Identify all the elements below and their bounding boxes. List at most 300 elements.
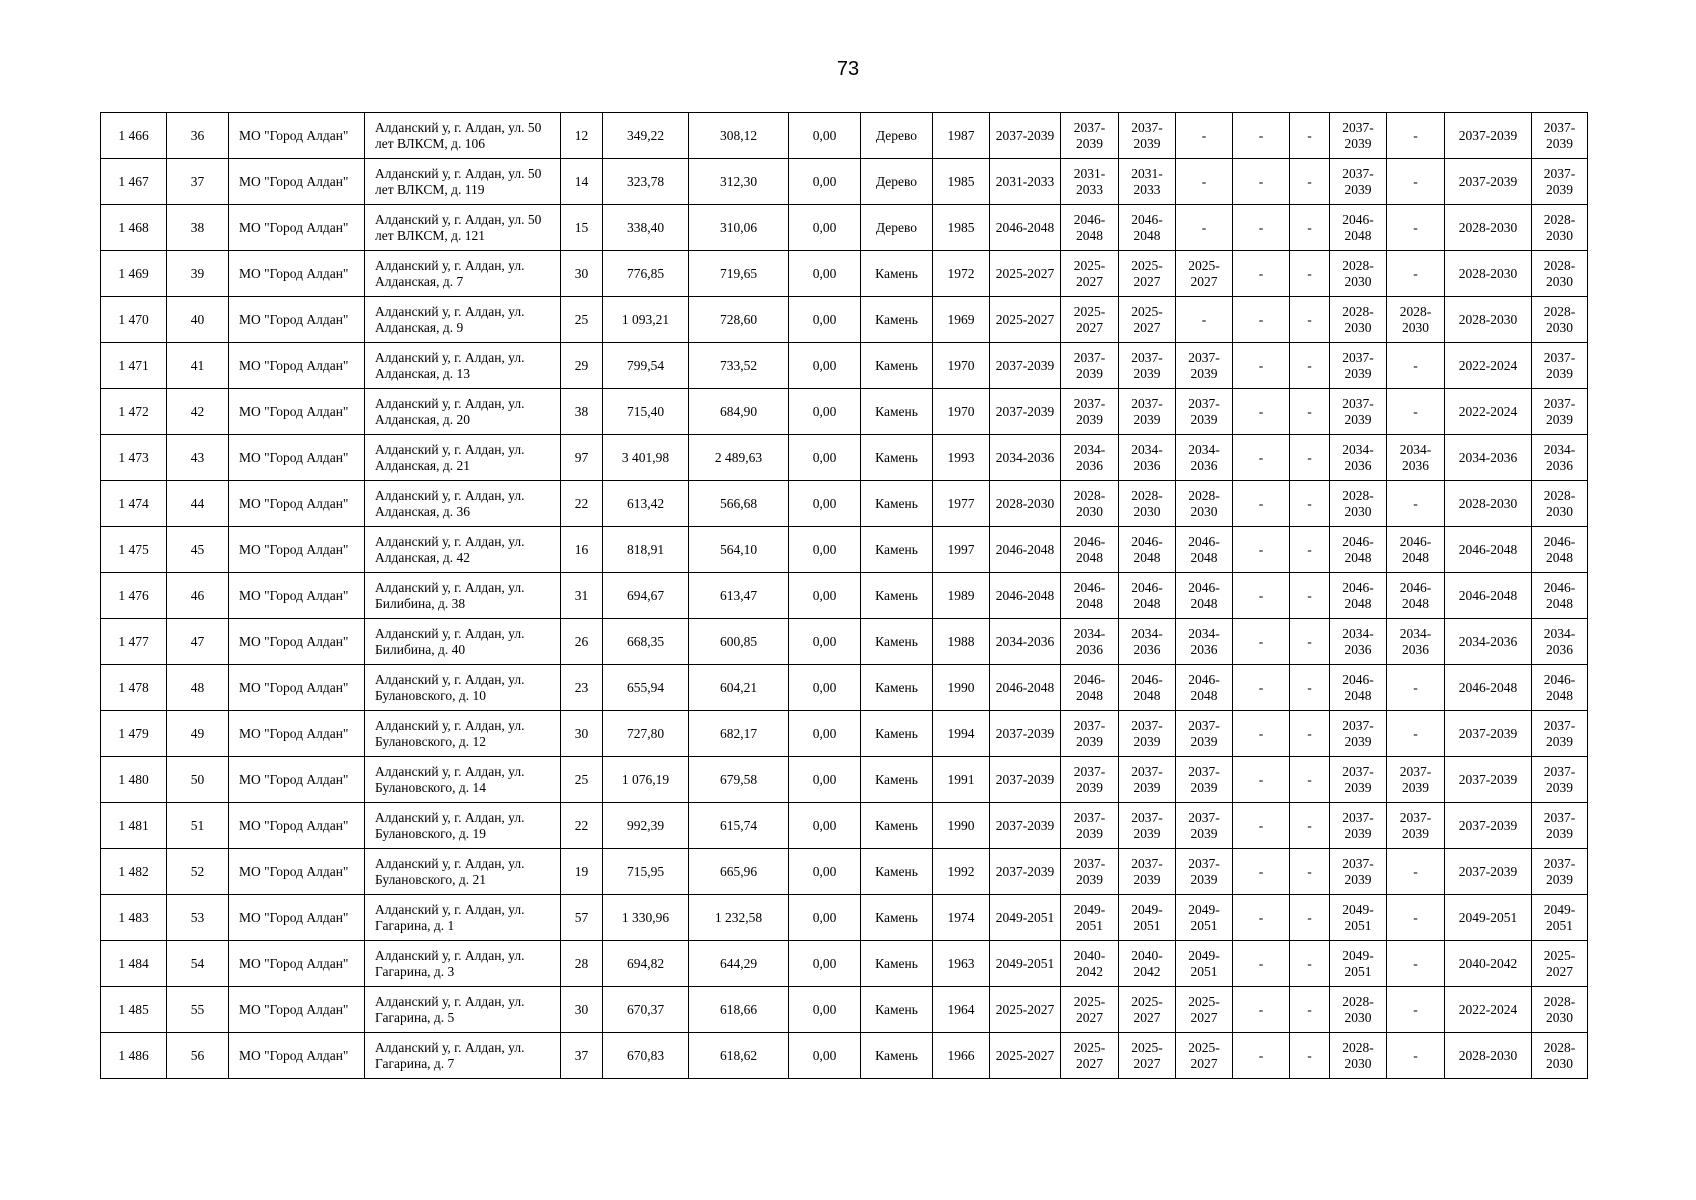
- period-cell: -: [1233, 895, 1290, 941]
- municipality-cell: МО "Город Алдан": [229, 757, 365, 803]
- municipality-cell: МО "Город Алдан": [229, 343, 365, 389]
- address-cell: Алданский у, г. Алдан, ул. 50 лет ВЛКСМ, д. 106: [365, 113, 561, 159]
- period-cell: 2049-2051: [1119, 895, 1176, 941]
- period-cell: 2037-2039: [1330, 159, 1387, 205]
- register-number-cell: 1 475: [101, 527, 167, 573]
- period-cell: 2034-2036: [1061, 435, 1119, 481]
- period-cell: -: [1290, 159, 1330, 205]
- apartments-cell: 19: [561, 849, 603, 895]
- period-cell: 2049-2051: [990, 895, 1061, 941]
- nonresidential-area-cell: 0,00: [789, 527, 861, 573]
- period-cell: 2037-2039: [990, 389, 1061, 435]
- period-cell: 2037-2039: [1330, 803, 1387, 849]
- wall-material-cell: Камень: [861, 527, 933, 573]
- nonresidential-area-cell: 0,00: [789, 711, 861, 757]
- municipality-cell: МО "Город Алдан": [229, 205, 365, 251]
- period-cell: -: [1233, 297, 1290, 343]
- period-cell: 2049-2051: [1532, 895, 1588, 941]
- period-cell: 2028-2030: [1330, 251, 1387, 297]
- period-cell: -: [1387, 941, 1445, 987]
- period-cell: -: [1233, 619, 1290, 665]
- wall-material-cell: Камень: [861, 389, 933, 435]
- period-cell: -: [1387, 251, 1445, 297]
- wall-material-cell: Камень: [861, 573, 933, 619]
- period-cell: 2046-2048: [1445, 665, 1532, 711]
- residential-area-cell: 312,30: [689, 159, 789, 205]
- period-cell: -: [1290, 297, 1330, 343]
- period-cell: 2037-2039: [1532, 849, 1588, 895]
- residential-area-cell: 618,62: [689, 1033, 789, 1079]
- period-cell: 2037-2039: [1445, 803, 1532, 849]
- address-cell: Алданский у, г. Алдан, ул. Билибина, д. 38: [365, 573, 561, 619]
- period-cell: 2037-2039: [1532, 711, 1588, 757]
- table-row: [101, 527, 1588, 573]
- nonresidential-area-cell: 0,00: [789, 757, 861, 803]
- build-year-cell: 1992: [933, 849, 990, 895]
- table-row: [101, 711, 1588, 757]
- residential-area-cell: 1 232,58: [689, 895, 789, 941]
- period-cell: 2028-2030: [1445, 205, 1532, 251]
- period-cell: 2037-2039: [1176, 711, 1233, 757]
- period-cell: -: [1233, 711, 1290, 757]
- residential-area-cell: 566,68: [689, 481, 789, 527]
- row-number-cell: 53: [167, 895, 229, 941]
- register-number-cell: 1 474: [101, 481, 167, 527]
- build-year-cell: 1966: [933, 1033, 990, 1079]
- period-cell: 2040-2042: [1061, 941, 1119, 987]
- build-year-cell: 1997: [933, 527, 990, 573]
- period-cell: -: [1290, 803, 1330, 849]
- residential-area-cell: 308,12: [689, 113, 789, 159]
- period-cell: 2034-2036: [1119, 619, 1176, 665]
- period-cell: -: [1387, 987, 1445, 1033]
- period-cell: -: [1233, 251, 1290, 297]
- period-cell: 2028-2030: [1532, 987, 1588, 1033]
- residential-area-cell: 684,90: [689, 389, 789, 435]
- period-cell: 2037-2039: [1061, 343, 1119, 389]
- row-number-cell: 55: [167, 987, 229, 1033]
- address-cell: Алданский у, г. Алдан, ул. Гагарина, д. 7: [365, 1033, 561, 1079]
- period-cell: -: [1176, 159, 1233, 205]
- register-number-cell: 1 484: [101, 941, 167, 987]
- row-number-cell: 36: [167, 113, 229, 159]
- period-cell: 2037-2039: [1119, 343, 1176, 389]
- residential-area-cell: 310,06: [689, 205, 789, 251]
- period-cell: 2025-2027: [1119, 987, 1176, 1033]
- register-number-cell: 1 477: [101, 619, 167, 665]
- period-cell: 2025-2027: [990, 987, 1061, 1033]
- period-cell: 2040-2042: [1119, 941, 1176, 987]
- period-cell: 2028-2030: [1330, 481, 1387, 527]
- nonresidential-area-cell: 0,00: [789, 665, 861, 711]
- period-cell: 2037-2039: [1330, 113, 1387, 159]
- register-number-cell: 1 470: [101, 297, 167, 343]
- wall-material-cell: Камень: [861, 1033, 933, 1079]
- register-number-cell: 1 482: [101, 849, 167, 895]
- total-area-cell: 799,54: [603, 343, 689, 389]
- period-cell: 2028-2030: [1445, 297, 1532, 343]
- period-cell: -: [1233, 481, 1290, 527]
- municipality-cell: МО "Город Алдан": [229, 389, 365, 435]
- wall-material-cell: Камень: [861, 297, 933, 343]
- wall-material-cell: Камень: [861, 619, 933, 665]
- nonresidential-area-cell: 0,00: [789, 849, 861, 895]
- period-cell: 2037-2039: [990, 849, 1061, 895]
- period-cell: -: [1290, 481, 1330, 527]
- period-cell: -: [1233, 665, 1290, 711]
- period-cell: -: [1387, 665, 1445, 711]
- municipality-cell: МО "Город Алдан": [229, 1033, 365, 1079]
- build-year-cell: 1969: [933, 297, 990, 343]
- period-cell: 2025-2027: [1061, 1033, 1119, 1079]
- period-cell: 2037-2039: [1176, 343, 1233, 389]
- municipality-cell: МО "Город Алдан": [229, 113, 365, 159]
- period-cell: 2037-2039: [1330, 757, 1387, 803]
- nonresidential-area-cell: 0,00: [789, 205, 861, 251]
- apartments-cell: 30: [561, 251, 603, 297]
- period-cell: -: [1233, 1033, 1290, 1079]
- period-cell: 2025-2027: [1061, 297, 1119, 343]
- wall-material-cell: Камень: [861, 757, 933, 803]
- row-number-cell: 45: [167, 527, 229, 573]
- period-cell: -: [1290, 987, 1330, 1033]
- build-year-cell: 1963: [933, 941, 990, 987]
- period-cell: 2034-2036: [1445, 435, 1532, 481]
- period-cell: -: [1233, 527, 1290, 573]
- row-number-cell: 40: [167, 297, 229, 343]
- register-number-cell: 1 472: [101, 389, 167, 435]
- period-cell: 2028-2030: [1532, 1033, 1588, 1079]
- municipality-cell: МО "Город Алдан": [229, 941, 365, 987]
- wall-material-cell: Камень: [861, 251, 933, 297]
- nonresidential-area-cell: 0,00: [789, 251, 861, 297]
- address-cell: Алданский у, г. Алдан, ул. Алданская, д. 20: [365, 389, 561, 435]
- apartments-cell: 22: [561, 481, 603, 527]
- row-number-cell: 54: [167, 941, 229, 987]
- table-row: [101, 803, 1588, 849]
- period-cell: 2037-2039: [1119, 711, 1176, 757]
- period-cell: 2037-2039: [1330, 849, 1387, 895]
- period-cell: -: [1233, 987, 1290, 1033]
- period-cell: 2046-2048: [1330, 527, 1387, 573]
- build-year-cell: 1990: [933, 665, 990, 711]
- period-cell: 2046-2048: [1061, 527, 1119, 573]
- period-cell: -: [1290, 711, 1330, 757]
- table-row: [101, 665, 1588, 711]
- period-cell: 2037-2039: [1532, 113, 1588, 159]
- period-cell: 2046-2048: [1061, 205, 1119, 251]
- table-row: [101, 849, 1588, 895]
- residential-area-cell: 615,74: [689, 803, 789, 849]
- period-cell: -: [1290, 389, 1330, 435]
- period-cell: 2034-2036: [990, 435, 1061, 481]
- period-cell: -: [1290, 1033, 1330, 1079]
- register-number-cell: 1 483: [101, 895, 167, 941]
- build-year-cell: 1985: [933, 159, 990, 205]
- period-cell: 2037-2039: [1176, 803, 1233, 849]
- period-cell: 2034-2036: [1387, 435, 1445, 481]
- table-row: [101, 573, 1588, 619]
- nonresidential-area-cell: 0,00: [789, 941, 861, 987]
- address-cell: Алданский у, г. Алдан, ул. Алданская, д. 36: [365, 481, 561, 527]
- municipality-cell: МО "Город Алдан": [229, 481, 365, 527]
- period-cell: 2037-2039: [1330, 343, 1387, 389]
- period-cell: 2049-2051: [1061, 895, 1119, 941]
- period-cell: -: [1387, 895, 1445, 941]
- period-cell: -: [1233, 389, 1290, 435]
- period-cell: 2037-2039: [1061, 711, 1119, 757]
- period-cell: 2046-2048: [1387, 573, 1445, 619]
- period-cell: 2046-2048: [1061, 665, 1119, 711]
- period-cell: -: [1387, 343, 1445, 389]
- period-cell: 2046-2048: [1119, 205, 1176, 251]
- nonresidential-area-cell: 0,00: [789, 619, 861, 665]
- nonresidential-area-cell: 0,00: [789, 159, 861, 205]
- total-area-cell: 323,78: [603, 159, 689, 205]
- total-area-cell: 670,37: [603, 987, 689, 1033]
- period-cell: 2034-2036: [1445, 619, 1532, 665]
- apartments-cell: 57: [561, 895, 603, 941]
- period-cell: 2028-2030: [1176, 481, 1233, 527]
- period-cell: 2025-2027: [990, 1033, 1061, 1079]
- row-number-cell: 51: [167, 803, 229, 849]
- period-cell: -: [1233, 803, 1290, 849]
- period-cell: -: [1233, 435, 1290, 481]
- apartments-cell: 30: [561, 711, 603, 757]
- apartments-cell: 38: [561, 389, 603, 435]
- row-number-cell: 50: [167, 757, 229, 803]
- housing-register-table: [100, 112, 1588, 1079]
- period-cell: 2028-2030: [1330, 297, 1387, 343]
- nonresidential-area-cell: 0,00: [789, 895, 861, 941]
- residential-area-cell: 618,66: [689, 987, 789, 1033]
- period-cell: 2037-2039: [1119, 849, 1176, 895]
- period-cell: 2037-2039: [1176, 849, 1233, 895]
- residential-area-cell: 604,21: [689, 665, 789, 711]
- period-cell: 2028-2030: [990, 481, 1061, 527]
- municipality-cell: МО "Город Алдан": [229, 619, 365, 665]
- residential-area-cell: 733,52: [689, 343, 789, 389]
- period-cell: -: [1387, 849, 1445, 895]
- residential-area-cell: 665,96: [689, 849, 789, 895]
- period-cell: 2037-2039: [1532, 757, 1588, 803]
- municipality-cell: МО "Город Алдан": [229, 665, 365, 711]
- total-area-cell: 818,91: [603, 527, 689, 573]
- row-number-cell: 49: [167, 711, 229, 757]
- period-cell: 2028-2030: [1532, 481, 1588, 527]
- address-cell: Алданский у, г. Алдан, ул. 50 лет ВЛКСМ, д. 121: [365, 205, 561, 251]
- period-cell: 2037-2039: [1061, 113, 1119, 159]
- period-cell: 2028-2030: [1445, 481, 1532, 527]
- build-year-cell: 1987: [933, 113, 990, 159]
- period-cell: -: [1387, 389, 1445, 435]
- build-year-cell: 1991: [933, 757, 990, 803]
- period-cell: 2022-2024: [1445, 987, 1532, 1033]
- period-cell: 2046-2048: [990, 665, 1061, 711]
- residential-area-cell: 682,17: [689, 711, 789, 757]
- nonresidential-area-cell: 0,00: [789, 481, 861, 527]
- table-row: [101, 435, 1588, 481]
- period-cell: 2037-2039: [1387, 757, 1445, 803]
- period-cell: 2046-2048: [1330, 573, 1387, 619]
- residential-area-cell: 2 489,63: [689, 435, 789, 481]
- period-cell: 2034-2036: [1176, 435, 1233, 481]
- residential-area-cell: 644,29: [689, 941, 789, 987]
- residential-area-cell: 564,10: [689, 527, 789, 573]
- row-number-cell: 43: [167, 435, 229, 481]
- address-cell: Алданский у, г. Алдан, ул. Гагарина, д. 1: [365, 895, 561, 941]
- period-cell: -: [1290, 619, 1330, 665]
- row-number-cell: 39: [167, 251, 229, 297]
- register-number-cell: 1 466: [101, 113, 167, 159]
- build-year-cell: 1994: [933, 711, 990, 757]
- table-row: [101, 481, 1588, 527]
- total-area-cell: 694,82: [603, 941, 689, 987]
- wall-material-cell: Камень: [861, 481, 933, 527]
- period-cell: 2037-2039: [1119, 803, 1176, 849]
- municipality-cell: МО "Город Алдан": [229, 573, 365, 619]
- period-cell: 2031-2033: [1061, 159, 1119, 205]
- period-cell: -: [1176, 205, 1233, 251]
- table-row: [101, 205, 1588, 251]
- total-area-cell: 992,39: [603, 803, 689, 849]
- period-cell: 2046-2048: [1330, 665, 1387, 711]
- period-cell: 2037-2039: [1387, 803, 1445, 849]
- period-cell: 2028-2030: [1061, 481, 1119, 527]
- address-cell: Алданский у, г. Алдан, ул. 50 лет ВЛКСМ, д. 119: [365, 159, 561, 205]
- period-cell: 2037-2039: [1445, 757, 1532, 803]
- register-number-cell: 1 476: [101, 573, 167, 619]
- register-number-cell: 1 473: [101, 435, 167, 481]
- apartments-cell: 25: [561, 757, 603, 803]
- address-cell: Алданский у, г. Алдан, ул. Булановского, д. 21: [365, 849, 561, 895]
- residential-area-cell: 728,60: [689, 297, 789, 343]
- period-cell: 2028-2030: [1445, 1033, 1532, 1079]
- register-number-cell: 1 467: [101, 159, 167, 205]
- table-row: [101, 941, 1588, 987]
- period-cell: 2049-2051: [1330, 941, 1387, 987]
- period-cell: -: [1233, 205, 1290, 251]
- period-cell: 2037-2039: [1119, 389, 1176, 435]
- table-row: [101, 113, 1588, 159]
- municipality-cell: МО "Город Алдан": [229, 895, 365, 941]
- period-cell: -: [1290, 941, 1330, 987]
- build-year-cell: 1972: [933, 251, 990, 297]
- address-cell: Алданский у, г. Алдан, ул. Алданская, д. 13: [365, 343, 561, 389]
- build-year-cell: 1988: [933, 619, 990, 665]
- period-cell: 2037-2039: [1532, 389, 1588, 435]
- address-cell: Алданский у, г. Алдан, ул. Алданская, д. 42: [365, 527, 561, 573]
- period-cell: -: [1290, 665, 1330, 711]
- apartments-cell: 28: [561, 941, 603, 987]
- nonresidential-area-cell: 0,00: [789, 803, 861, 849]
- municipality-cell: МО "Город Алдан": [229, 159, 365, 205]
- apartments-cell: 30: [561, 987, 603, 1033]
- period-cell: 2028-2030: [1532, 297, 1588, 343]
- register-number-cell: 1 481: [101, 803, 167, 849]
- nonresidential-area-cell: 0,00: [789, 1033, 861, 1079]
- period-cell: 2025-2027: [1176, 1033, 1233, 1079]
- period-cell: 2034-2036: [1176, 619, 1233, 665]
- period-cell: 2025-2027: [1119, 297, 1176, 343]
- total-area-cell: 349,22: [603, 113, 689, 159]
- nonresidential-area-cell: 0,00: [789, 389, 861, 435]
- register-number-cell: 1 479: [101, 711, 167, 757]
- register-number-cell: 1 469: [101, 251, 167, 297]
- residential-area-cell: 613,47: [689, 573, 789, 619]
- period-cell: 2034-2036: [1532, 435, 1588, 481]
- total-area-cell: 3 401,98: [603, 435, 689, 481]
- total-area-cell: 1 093,21: [603, 297, 689, 343]
- period-cell: -: [1387, 113, 1445, 159]
- total-area-cell: 670,83: [603, 1033, 689, 1079]
- period-cell: -: [1387, 1033, 1445, 1079]
- wall-material-cell: Камень: [861, 895, 933, 941]
- apartments-cell: 12: [561, 113, 603, 159]
- period-cell: -: [1233, 159, 1290, 205]
- total-area-cell: 715,40: [603, 389, 689, 435]
- period-cell: 2046-2048: [1387, 527, 1445, 573]
- municipality-cell: МО "Город Алдан": [229, 527, 365, 573]
- table-row: [101, 987, 1588, 1033]
- period-cell: 2037-2039: [1061, 849, 1119, 895]
- period-cell: 2049-2051: [1176, 895, 1233, 941]
- period-cell: 2031-2033: [990, 159, 1061, 205]
- address-cell: Алданский у, г. Алдан, ул. Алданская, д. 7: [365, 251, 561, 297]
- period-cell: -: [1290, 435, 1330, 481]
- register-number-cell: 1 480: [101, 757, 167, 803]
- residential-area-cell: 679,58: [689, 757, 789, 803]
- period-cell: 2034-2036: [1119, 435, 1176, 481]
- register-number-cell: 1 486: [101, 1033, 167, 1079]
- wall-material-cell: Камень: [861, 711, 933, 757]
- period-cell: 2034-2036: [1387, 619, 1445, 665]
- period-cell: 2046-2048: [1119, 527, 1176, 573]
- period-cell: 2037-2039: [1330, 711, 1387, 757]
- period-cell: -: [1290, 849, 1330, 895]
- period-cell: 2025-2027: [1176, 251, 1233, 297]
- wall-material-cell: Камень: [861, 343, 933, 389]
- period-cell: 2046-2048: [1532, 527, 1588, 573]
- total-area-cell: 1 330,96: [603, 895, 689, 941]
- period-cell: -: [1387, 205, 1445, 251]
- period-cell: 2049-2051: [990, 941, 1061, 987]
- build-year-cell: 1970: [933, 343, 990, 389]
- page-number: 73: [836, 58, 860, 80]
- period-cell: -: [1176, 297, 1233, 343]
- residential-area-cell: 600,85: [689, 619, 789, 665]
- period-cell: 2046-2048: [1532, 573, 1588, 619]
- table-row: [101, 389, 1588, 435]
- period-cell: 2025-2027: [1176, 987, 1233, 1033]
- period-cell: 2046-2048: [1330, 205, 1387, 251]
- period-cell: -: [1233, 573, 1290, 619]
- row-number-cell: 38: [167, 205, 229, 251]
- period-cell: 2046-2048: [1445, 573, 1532, 619]
- row-number-cell: 52: [167, 849, 229, 895]
- wall-material-cell: Дерево: [861, 113, 933, 159]
- period-cell: 2037-2039: [1445, 159, 1532, 205]
- apartments-cell: 31: [561, 573, 603, 619]
- nonresidential-area-cell: 0,00: [789, 343, 861, 389]
- period-cell: -: [1290, 113, 1330, 159]
- period-cell: -: [1233, 849, 1290, 895]
- address-cell: Алданский у, г. Алдан, ул. Гагарина, д. 3: [365, 941, 561, 987]
- period-cell: 2046-2048: [990, 573, 1061, 619]
- nonresidential-area-cell: 0,00: [789, 113, 861, 159]
- municipality-cell: МО "Город Алдан": [229, 711, 365, 757]
- build-year-cell: 1974: [933, 895, 990, 941]
